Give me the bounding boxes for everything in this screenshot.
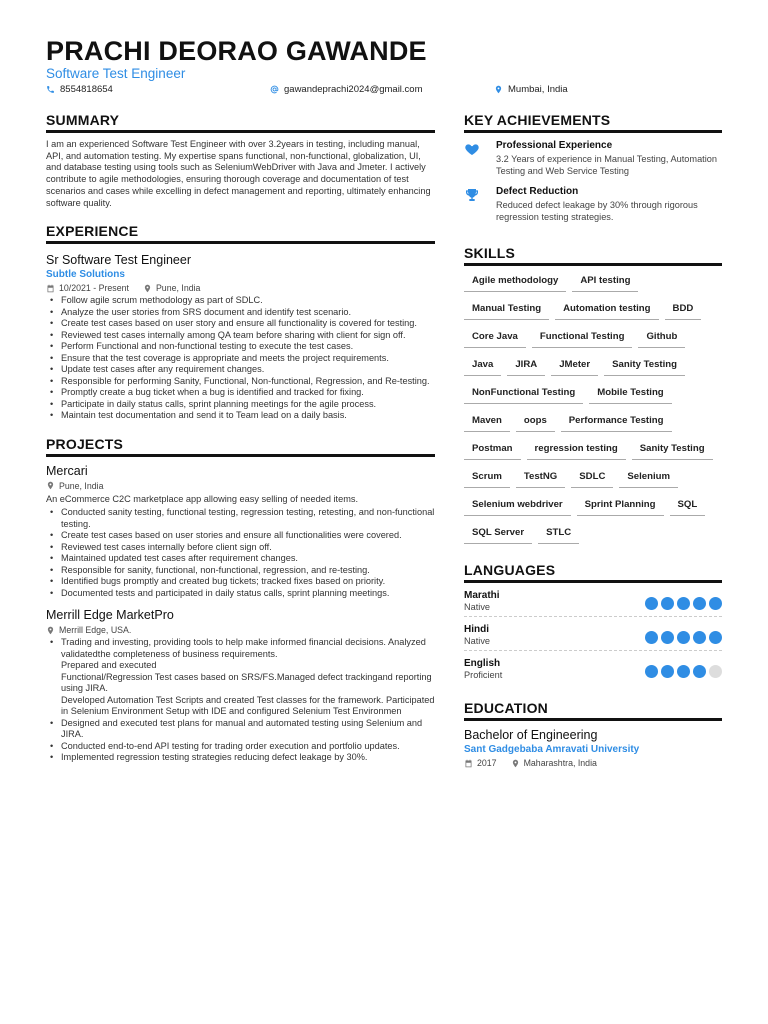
job-bullet: • Follow agile scrum methodology as part of SDLC. bbox=[46, 295, 435, 307]
job-location bbox=[143, 283, 201, 293]
location-text: Mumbai, India bbox=[508, 84, 568, 95]
language-name: Marathi bbox=[464, 590, 500, 601]
language-name: English bbox=[464, 658, 501, 669]
project-location bbox=[46, 481, 104, 491]
skill-tag: JIRA bbox=[507, 355, 545, 376]
rating-dot-filled bbox=[693, 665, 706, 678]
phone-text: 8554818654 bbox=[60, 84, 113, 95]
achievement-title: Defect Reduction bbox=[496, 186, 579, 197]
project-entry bbox=[46, 464, 435, 600]
summary-heading: SUMMARY bbox=[46, 112, 435, 133]
location-pin-icon bbox=[46, 481, 55, 490]
education-location bbox=[511, 758, 597, 768]
skill-tag: SQL Server bbox=[464, 523, 532, 544]
job-dates-text: 10/2021 - Present bbox=[59, 283, 129, 294]
job-title: Sr Software Test Engineer bbox=[46, 253, 191, 268]
skill-tag: BDD bbox=[665, 299, 702, 320]
job-bullet: • Promptly create a bug ticket when a bug is identified and tracked for fixing. bbox=[46, 387, 435, 399]
language-name: Hindi bbox=[464, 624, 489, 635]
job-bullet: • Participate in daily status calls, sprint planning meetings for the agile process. bbox=[46, 399, 435, 411]
language-level: Proficient bbox=[464, 670, 503, 680]
rating-dot-filled bbox=[693, 631, 706, 644]
job-meta bbox=[46, 283, 435, 293]
skill-tag: Core Java bbox=[464, 327, 526, 348]
right-column bbox=[464, 112, 722, 768]
language-item bbox=[464, 590, 722, 612]
school-name: Sant Gadgebaba Amravati University bbox=[464, 744, 640, 755]
skill-tag: Selenium webdriver bbox=[464, 495, 571, 516]
at-icon bbox=[270, 85, 279, 94]
summary-text: I am an experienced Software Test Engineer with over 3.2years in testing, including manual, API, and automation testing. My expertise spans functional, non-functional, globalization, UI, and database testing using tools such as SeleniumWebDriver with Java and Jmeter. I actively contribute to agile methodologies, ensuring thorough coverage and documentation of test scenarios and cases while excelling in defect management and reporting, ultimately enhancing software quality. bbox=[46, 139, 431, 208]
skill-tag: Functional Testing bbox=[532, 327, 633, 348]
rating-dot-empty bbox=[709, 665, 722, 678]
rating-dot-filled bbox=[677, 597, 690, 610]
language-rating bbox=[645, 665, 722, 678]
project-bullet: • Reviewed test cases internally before client sign off. bbox=[46, 542, 435, 554]
job-bullet: • Ensure that the test coverage is appropriate and meets the project requirements. bbox=[46, 353, 435, 365]
trophy-icon bbox=[464, 187, 480, 203]
project-bullets bbox=[46, 637, 435, 764]
project-bullet: • Trading and investing, providing tools to help make informed financial decisions. Analyzed validatedthe completeness of business requirements. Prepared and executed Functional/Regression Test cases based on SRS/FS.Managed defect trackingand reporting using JIRA. Developed Automation Test Scripts and created Test classes for the framework. Participated in Selenium Environment Setup with IDE and configured Selenium Test Environmen bbox=[46, 637, 435, 718]
rating-dot-filled bbox=[661, 665, 674, 678]
location-pin-icon bbox=[46, 626, 55, 635]
job-bullet: • Responsible for performing Sanity, Functional, Non-functional, Regression, and Re-testing. bbox=[46, 376, 435, 388]
skill-tag: Java bbox=[464, 355, 501, 376]
job-location-text: Pune, India bbox=[155, 283, 201, 294]
skill-tag: Agile methodology bbox=[464, 271, 566, 292]
language-level: Native bbox=[464, 636, 491, 646]
skill-tag: NonFunctional Testing bbox=[464, 383, 583, 404]
experience-entry bbox=[46, 253, 435, 422]
rating-dot-filled bbox=[661, 597, 674, 610]
project-title: Merrill Edge MarketPro bbox=[46, 608, 174, 623]
skill-tag: Postman bbox=[464, 439, 521, 460]
skills-list bbox=[464, 271, 722, 544]
rating-dot-filled bbox=[661, 631, 674, 644]
degree-title: Bachelor of Engineering bbox=[464, 728, 598, 742]
left-column bbox=[46, 112, 435, 764]
project-meta bbox=[46, 625, 435, 635]
achievement-description: Reduced defect leakage by 30% through rigorous regression testing strategies. bbox=[496, 200, 698, 222]
contact-email[interactable] bbox=[270, 84, 423, 95]
rating-dot-filled bbox=[709, 631, 722, 644]
achievement-item bbox=[464, 186, 722, 223]
company-name: Subtle Solutions bbox=[46, 269, 125, 281]
skill-tag: JMeter bbox=[551, 355, 598, 376]
project-bullet: • Maintained updated test cases after requirement changes. bbox=[46, 553, 435, 565]
skill-tag: STLC bbox=[538, 523, 579, 544]
project-bullets bbox=[46, 507, 435, 599]
skill-tag: Sanity Testing bbox=[632, 439, 713, 460]
heart-icon bbox=[464, 141, 480, 157]
phone-icon bbox=[46, 85, 55, 94]
achievements-heading: KEY ACHIEVEMENTS bbox=[464, 112, 722, 133]
education-location-text: Maharashtra, India bbox=[523, 758, 597, 768]
project-bullet: • Implemented regression testing strategies reducing defect leakage by 30%. bbox=[46, 752, 435, 764]
languages-list bbox=[464, 590, 722, 680]
skill-tag: Performance Testing bbox=[561, 411, 672, 432]
rating-dot-filled bbox=[645, 597, 658, 610]
languages-heading: LANGUAGES bbox=[464, 562, 722, 583]
job-dates bbox=[46, 283, 129, 293]
divider bbox=[464, 616, 722, 617]
language-rating bbox=[645, 597, 722, 610]
skill-tag: SDLC bbox=[571, 467, 613, 488]
rating-dot-filled bbox=[645, 665, 658, 678]
candidate-title: Software Test Engineer bbox=[46, 66, 186, 81]
achievement-description: 3.2 Years of experience in Manual Testing, Automation Testing and Web Service Testing bbox=[496, 154, 717, 176]
skill-tag: Sprint Planning bbox=[577, 495, 664, 516]
job-bullet: • Analyze the user stories from SRS document and identify test scenario. bbox=[46, 307, 435, 319]
achievement-item bbox=[464, 140, 722, 177]
skill-tag: SQL bbox=[670, 495, 706, 516]
location-pin-icon bbox=[143, 284, 152, 293]
job-bullet: • Reviewed test cases internally among QA team before sharing with client for sign off. bbox=[46, 330, 435, 342]
language-item bbox=[464, 624, 722, 646]
skill-tag: Github bbox=[638, 327, 685, 348]
calendar-icon bbox=[46, 284, 55, 293]
job-bullet: • Create test cases based on user story and ensure all functionality is covered for testing. bbox=[46, 318, 435, 330]
job-bullet: • Perform Functional and non-functional testing to execute the test cases. bbox=[46, 341, 435, 353]
contact-location bbox=[494, 84, 568, 95]
project-bullet: • Conducted sanity testing, functional testing, regression testing, retesting, and non-functional testing. bbox=[46, 507, 435, 530]
projects-heading: PROJECTS bbox=[46, 436, 435, 457]
skill-tag: regression testing bbox=[527, 439, 626, 460]
rating-dot-filled bbox=[709, 597, 722, 610]
project-bullet: • Identified bugs promptly and created bug tickets; tracked fixes based on priority. bbox=[46, 576, 435, 588]
experience-heading: EXPERIENCE bbox=[46, 223, 435, 244]
skill-tag: Scrum bbox=[464, 467, 510, 488]
location-pin-icon bbox=[494, 85, 503, 94]
education-meta bbox=[464, 758, 722, 768]
skill-tag: Manual Testing bbox=[464, 299, 549, 320]
location-pin-icon bbox=[511, 759, 520, 768]
education-heading: EDUCATION bbox=[464, 700, 722, 721]
skill-tag: Maven bbox=[464, 411, 510, 432]
contact-phone bbox=[46, 84, 113, 95]
job-bullet: • Update test cases after any requirement changes. bbox=[46, 364, 435, 376]
job-bullet: • Maintain test documentation and send it to Team lead on a daily basis. bbox=[46, 410, 435, 422]
project-bullet: • Designed and executed test plans for manual and automated testing using Selenium and JIRA. bbox=[46, 718, 435, 741]
candidate-name: PRACHI DEORAO GAWANDE bbox=[46, 36, 427, 66]
language-item bbox=[464, 658, 722, 680]
calendar-icon bbox=[464, 759, 473, 768]
skill-tag: Automation testing bbox=[555, 299, 658, 320]
language-level: Native bbox=[464, 602, 491, 612]
rating-dot-filled bbox=[693, 597, 706, 610]
language-rating bbox=[645, 631, 722, 644]
skill-tag: TestNG bbox=[516, 467, 565, 488]
project-location-text: Pune, India bbox=[59, 480, 104, 491]
project-title: Mercari bbox=[46, 463, 88, 478]
rating-dot-filled bbox=[677, 631, 690, 644]
job-bullets bbox=[46, 295, 435, 422]
achievement-title: Professional Experience bbox=[496, 140, 613, 151]
project-bullet: • Conducted end-to-end API testing for trading order execution and portfolio updates. bbox=[46, 741, 435, 753]
education-year bbox=[464, 758, 497, 768]
project-location-text: Merrill Edge, USA. bbox=[59, 625, 132, 636]
rating-dot-filled bbox=[677, 665, 690, 678]
project-bullet: • Responsible for sanity, functional, non-functional, regression, and re-testing. bbox=[46, 565, 435, 577]
education-year-text: 2017 bbox=[477, 758, 497, 768]
project-description: An eCommerce C2C marketplace app allowing easy selling of needed items. bbox=[46, 493, 359, 504]
rating-dot-filled bbox=[645, 631, 658, 644]
skills-heading: SKILLS bbox=[464, 245, 722, 266]
divider bbox=[464, 650, 722, 651]
project-location bbox=[46, 625, 131, 635]
project-meta bbox=[46, 481, 435, 491]
project-bullet: • Create test cases based on user stories and ensure all functionalities were covered. bbox=[46, 530, 435, 542]
skill-tag: Mobile Testing bbox=[589, 383, 671, 404]
email-text[interactable]: gawandeprachi2024@gmail.com bbox=[284, 84, 423, 95]
skill-tag: API testing bbox=[572, 271, 638, 292]
skill-tag: oops bbox=[516, 411, 555, 432]
skill-tag: Selenium bbox=[619, 467, 678, 488]
education-entry bbox=[464, 728, 722, 768]
skill-tag: Sanity Testing bbox=[604, 355, 685, 376]
project-entry bbox=[46, 608, 435, 764]
project-bullet: • Documented tests and participated in daily status calls, sprint planning meetings. bbox=[46, 588, 435, 600]
